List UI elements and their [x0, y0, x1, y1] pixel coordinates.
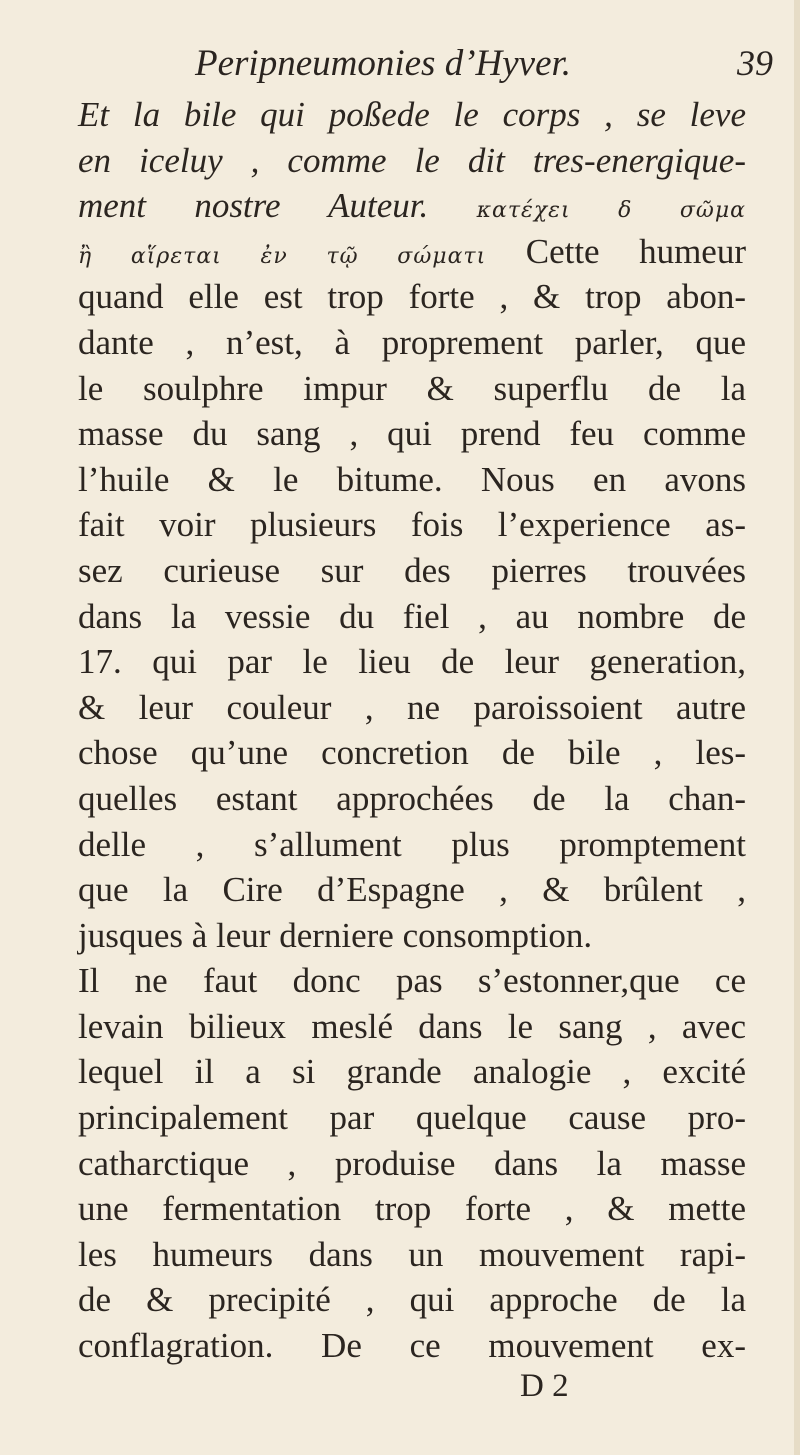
- text-line: & leur couleur , ne paroissoient autre: [78, 687, 746, 727]
- text-line: principalement par quelque cause pro-: [78, 1098, 746, 1138]
- text-line: conflagration. De ce mouvement ex-: [78, 1326, 746, 1366]
- text-line: ment nostre Auteur. κατέχει δ σῶμα: [78, 186, 746, 226]
- text-line: l’huile & le bitume. Nous en avons: [78, 459, 746, 499]
- text-line: sez curieuse sur des pierres trouvées: [78, 550, 746, 590]
- text-line: levain bilieux meslé dans le sang , avec: [78, 1006, 746, 1046]
- body-text: [78, 92, 746, 1369]
- signature-mark: D 2: [520, 1368, 569, 1404]
- page-number: 39: [737, 43, 773, 83]
- text-line: fait voir plusieurs fois l’experience as-: [78, 505, 746, 545]
- text-line: Il ne faut donc pas s’estonner,que ce: [78, 961, 746, 1001]
- running-head: [195, 42, 785, 82]
- text-line: dante , n’est, à proprement parler, que: [78, 322, 746, 362]
- text-line: Et la bile qui poßede le corps , se leve: [78, 95, 746, 134]
- text-line: lequel il a si grande analogie , excité: [78, 1052, 746, 1092]
- text-line: jusques à leur derniere consomption.: [78, 915, 593, 955]
- text-line: le soulphre impur & superflu de la: [78, 368, 746, 408]
- text-line: ἢ αἵρεται ἐν τῷ σώματι Cette humeur: [78, 231, 746, 271]
- text-line: masse du sang , qui prend feu comme: [78, 414, 746, 454]
- greek-quote: κατέχει δ σῶμα: [476, 198, 746, 224]
- text-line: les humeurs dans un mouvement rapi-: [78, 1234, 746, 1274]
- text-line: delle , s’allument plus promptement: [78, 824, 746, 864]
- text-line: que la Cire d’Espagne , & brûlent ,: [78, 870, 746, 910]
- text-line: en iceluy , comme le dit tres-energique-: [78, 140, 746, 180]
- greek-quote: ἢ αἵρεται ἐν τῷ σώματι: [78, 243, 487, 269]
- text-line: de & precipité , qui approche de la: [78, 1280, 746, 1320]
- text-line: dans la vessie du fiel , au nombre de: [78, 596, 746, 636]
- text-line: quand elle est trop forte , & trop abon-: [78, 277, 746, 317]
- text-line: catharctique , produise dans la masse: [78, 1143, 746, 1183]
- running-title: Peripneumonies d’Hyver.: [195, 43, 572, 84]
- text-line: une fermentation trop forte , & mette: [78, 1189, 746, 1229]
- text-line: quelles estant approchées de la chan-: [78, 778, 746, 818]
- text-line: chose qu’une concretion de bile , les-: [78, 733, 746, 773]
- text-line: 17. qui par le lieu de leur generation,: [78, 642, 746, 682]
- page-edge: [794, 0, 800, 1455]
